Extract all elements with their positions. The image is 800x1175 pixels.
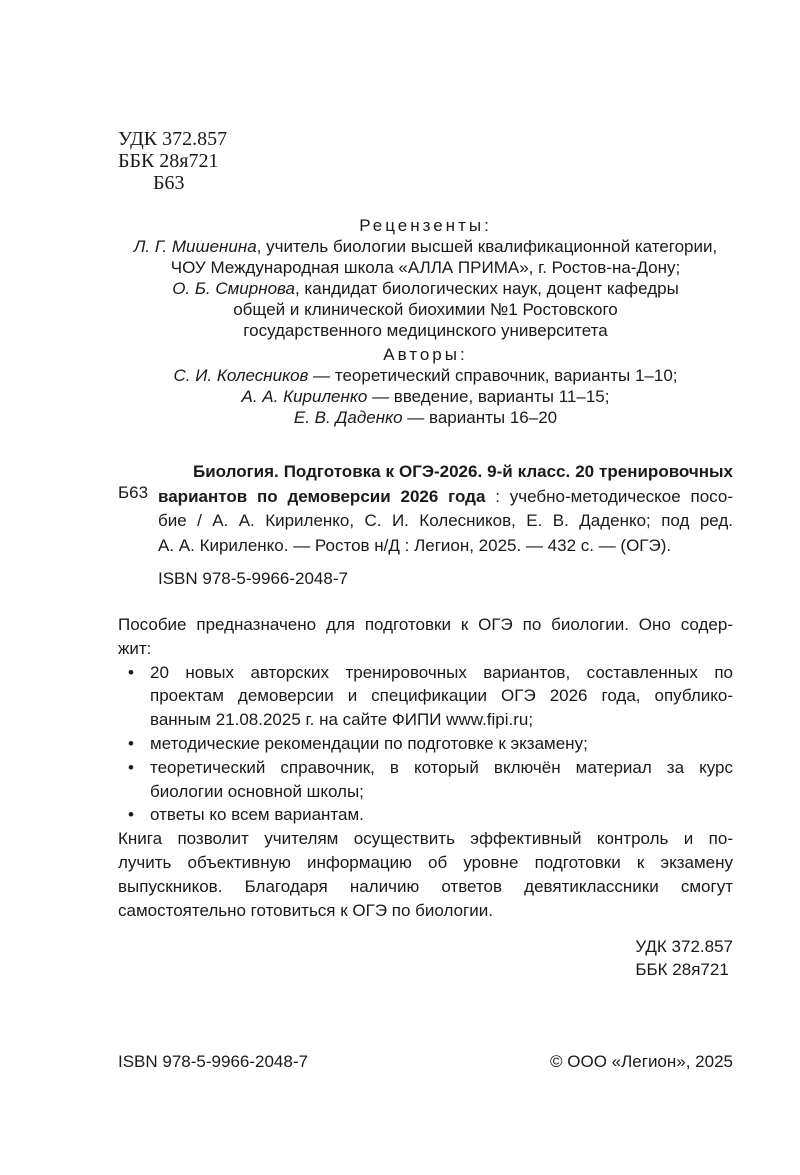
list-line: биологии основной школы; [150,781,364,801]
bullet-icon: • [128,662,134,682]
list-item [118,732,733,756]
reviewer-text: , учитель биологии высшей квалификационной категории, [256,237,718,256]
annotation-line: жит: [118,638,152,658]
bullet-icon: • [128,733,134,753]
bibliographic-record [158,460,733,558]
author-sign: Б63 [153,172,185,194]
annotation-line: самостоятельно готовиться к ОГЭ по биологии. [118,900,493,920]
reviewer-text: общей и клинической биохимии №1 Ростовского [233,300,618,319]
udk-code: УДК 372.857 [118,128,228,150]
reviewer-line [118,278,733,299]
annotation [118,613,733,922]
bullet-icon: • [128,805,134,825]
reviewer-line [118,320,733,341]
book-authors: бие / А. А. Кириленко, С. И. Колесников, Е. В. Даденко; под ред. [158,511,733,530]
annotation-line: выпускников. Благодаря наличию ответов девятиклассники смогут [118,876,733,896]
reviewer-text: государственного медицинского университета [243,321,608,340]
classification-bottom [635,935,733,981]
list-line: 20 новых авторских тренировочных вариантов, составленных по [150,662,733,682]
udk-bottom: УДК 372.857 [635,937,733,956]
reviewer-line [118,236,733,257]
book-publisher: А. А. Кириленко. — Ростов н/Д : Легион, 2025. — 432 с. — (ОГЭ). [158,535,672,555]
author-text: — варианты 16–20 [402,408,558,427]
reviewer-line [118,257,733,278]
list-item [118,803,733,827]
list-line: ответы ко всем вариантам. [150,805,364,825]
reviewer-text: ЧОУ Международная школа «АЛЛА ПРИМА», г. Ростов-на-Дону; [170,258,681,277]
bbk-code: ББК 28я721 [118,150,219,172]
author-line [118,365,733,386]
reviewers-block [118,215,733,428]
author-line [118,407,733,428]
list-item [118,756,733,804]
reviewer-text: , кандидат биологических наук, доцент кафедры [294,279,679,298]
bbk-bottom: ББК 28я721 [635,960,729,979]
book-title-cont: вариантов по демоверсии 2026 года [158,486,486,506]
bullet-icon: • [128,757,134,777]
reviewer-name: Л. Г. Мишенина [133,237,257,256]
footer-copyright: © ООО «Легион», 2025 [550,1052,733,1071]
list-line: ванным 21.08.2025 г. на сайте ФИПИ www.fipi.ru; [150,710,534,730]
annotation-line: Пособие предназначено для подготовки к ОГЭ по биологии. Оно содер- [118,615,733,634]
author-name: С. И. Колесников [173,366,309,385]
authors-heading: Авторы: [383,345,468,364]
author-name: А. А. Кириленко [241,387,368,406]
book-type: : учебно-методическое посо- [485,486,733,506]
author-text: — введение, варианты 11–15; [367,387,610,406]
reviewer-name: О. Б. Смирнова [172,279,295,298]
annotation-line: Книга позволит учителям осуществить эффективный контроль и по- [118,829,733,849]
list-line: методические рекомендации по подготовке к экзамену; [150,733,588,753]
list-line: проектам демоверсии и спецификации ОГЭ 2026 года, опублико- [150,686,733,706]
author-line [118,386,733,407]
author-text: — теоретический справочник, варианты 1–10; [308,366,678,385]
bibliography-code: Б63 [118,483,149,502]
footer-isbn: ISBN 978-5-9966-2048-7 [118,1052,308,1071]
annotation-line: лучить объективную информацию об уровне подготовки к экзамену [118,852,733,872]
isbn: ISBN 978-5-9966-2048-7 [158,569,348,588]
reviewers-heading: Рецензенты: [359,216,492,235]
author-name: Е. В. Даденко [293,408,403,427]
reviewer-line [118,299,733,320]
list-line: теоретический справочник, в который включён материал за курс [150,757,733,777]
book-title: Биология. Подготовка к ОГЭ-2026. 9-й класс. 20 тренировочных [193,462,733,481]
list-item [118,661,733,732]
